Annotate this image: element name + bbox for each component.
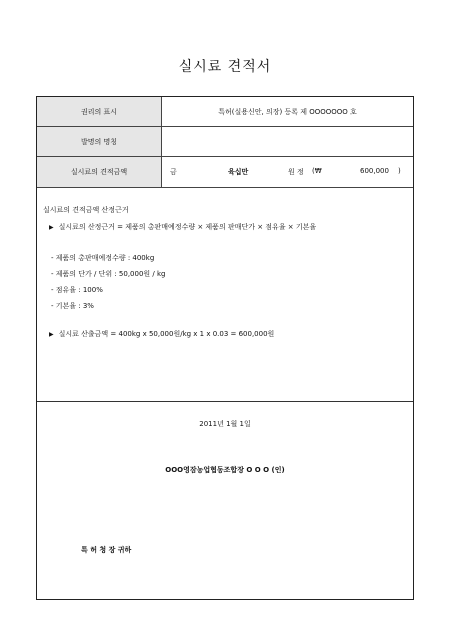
estimate-form <box>36 96 414 600</box>
basis-item: - 제품의 단가 / 단위 : 50,000원 / kg <box>51 270 166 278</box>
basis-item: - 점유율 : 100% <box>51 286 103 294</box>
basis-item: - 제품의 총판매예정수량 : 400kg <box>51 254 155 262</box>
rights-value: 특허(실용신안, 의장) 등록 제 OOOOOOO 호 <box>162 97 414 127</box>
rights-label: 권리의 표시 <box>37 97 162 127</box>
amount-value <box>162 157 414 188</box>
table-row <box>37 157 413 188</box>
amount-currency: (₩ <box>312 167 322 175</box>
amount-unit: 원 정 <box>288 168 304 176</box>
formula-line <box>49 222 316 232</box>
amount-label: 실시료의 견적금액 <box>37 157 162 188</box>
amount-close: ) <box>398 167 401 175</box>
document-title: 실시료 견적서 <box>178 59 272 75</box>
invention-name-value <box>162 127 414 157</box>
invention-name-label: 발명의 명칭 <box>37 127 162 157</box>
calc-text: 실시료 산출금액 = 400kg x 50,000원/kg x 1 x 0.03 = 600,000원 <box>58 330 275 338</box>
triangle-bullet-icon: ▶ <box>49 331 54 338</box>
issuer-signature: OOO영잠농업협동조합장 O O O (인) <box>165 466 285 474</box>
basis-item: - 기본율 : 3% <box>51 302 94 310</box>
recipient: 특 허 청 장 귀하 <box>81 546 132 554</box>
amount-number: 600,000 <box>360 167 389 175</box>
amount-prefix: 금 <box>170 168 177 176</box>
table-row <box>37 97 413 127</box>
issue-date: 2011년 1월 1일 <box>199 420 251 428</box>
formula-text: 실시료의 산정근거 = 제품의 총판매예정수량 × 제품의 판매단가 × 점유율 × 기본율 <box>58 223 317 231</box>
amount-korean: 육십만 <box>228 168 249 176</box>
calc-line <box>49 329 274 339</box>
basis-heading: 실시료의 견적금액 산정근거 <box>43 206 129 214</box>
calculation-basis <box>37 187 413 402</box>
rights-table <box>37 97 413 188</box>
table-row <box>37 127 413 157</box>
triangle-bullet-icon: ▶ <box>49 224 54 231</box>
